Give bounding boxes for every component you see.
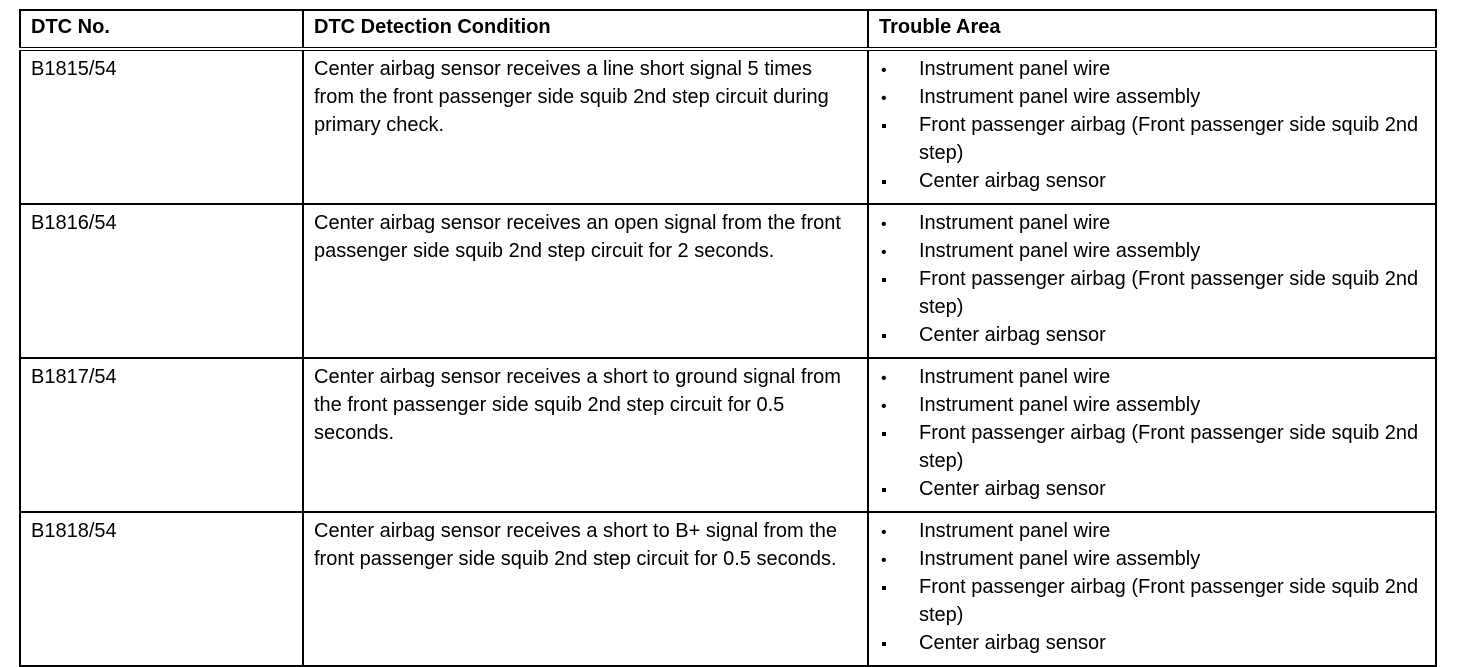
header-dtc-no: DTC No. xyxy=(20,10,303,49)
bullet-icon xyxy=(881,237,901,267)
table-row xyxy=(20,204,1436,358)
list-item xyxy=(879,209,1425,237)
header-detection-condition: DTC Detection Condition xyxy=(303,10,868,49)
list-item-text: Center airbag sensor xyxy=(919,632,1106,654)
list-item xyxy=(879,391,1425,419)
trouble-area xyxy=(868,49,1436,204)
detection-condition: Center airbag sensor receives a short to B+ signal from the front passenger side squib 2nd step circuit for 0.5 seconds. xyxy=(303,512,868,666)
trouble-area xyxy=(868,358,1436,512)
bullet-icon xyxy=(881,391,901,421)
dtc-code: B1815/54 xyxy=(20,49,303,204)
bullet-icon xyxy=(881,629,901,657)
list-item-text: Center airbag sensor xyxy=(919,478,1106,500)
bullet-icon xyxy=(881,209,901,239)
list-item-text: Instrument panel wire assembly xyxy=(919,548,1201,570)
list-item-text: Instrument panel wire xyxy=(919,520,1111,542)
bullet-icon xyxy=(881,517,901,547)
list-item-text: Front passenger airbag (Front passenger side squib 2nd step) xyxy=(919,114,1419,164)
table-row xyxy=(20,512,1436,666)
bullet-icon xyxy=(881,167,901,195)
trouble-area-list xyxy=(879,55,1425,195)
list-item xyxy=(879,629,1425,657)
trouble-area-list xyxy=(879,517,1425,657)
list-item xyxy=(879,363,1425,391)
list-item xyxy=(879,83,1425,111)
bullet-icon xyxy=(881,363,901,393)
bullet-icon xyxy=(881,475,901,503)
table-row xyxy=(20,358,1436,512)
header-trouble-area: Trouble Area xyxy=(868,10,1436,49)
list-item-text: Center airbag sensor xyxy=(919,324,1106,346)
detection-condition: Center airbag sensor receives a line short signal 5 times from the front passenger side squib 2nd step circuit during primary check. xyxy=(303,49,868,204)
list-item-text: Front passenger airbag (Front passenger side squib 2nd step) xyxy=(919,422,1419,472)
list-item-text: Instrument panel wire assembly xyxy=(919,86,1201,108)
list-item-text: Instrument panel wire assembly xyxy=(919,394,1201,416)
bullet-icon xyxy=(881,265,901,293)
trouble-area xyxy=(868,512,1436,666)
list-item xyxy=(879,321,1425,349)
list-item-text: Center airbag sensor xyxy=(919,170,1106,192)
list-item xyxy=(879,55,1425,83)
bullet-icon xyxy=(881,83,901,113)
table-row xyxy=(20,49,1436,204)
list-item-text: Instrument panel wire assembly xyxy=(919,240,1201,262)
list-item xyxy=(879,517,1425,545)
list-item xyxy=(879,545,1425,573)
dtc-table xyxy=(19,9,1437,667)
trouble-area-list xyxy=(879,209,1425,349)
table-header-row xyxy=(20,10,1436,49)
bullet-icon xyxy=(881,545,901,575)
list-item xyxy=(879,419,1425,475)
trouble-area xyxy=(868,204,1436,358)
trouble-area-list xyxy=(879,363,1425,503)
list-item xyxy=(879,265,1425,321)
bullet-icon xyxy=(881,111,901,139)
bullet-icon xyxy=(881,321,901,349)
dtc-code: B1818/54 xyxy=(20,512,303,666)
list-item xyxy=(879,167,1425,195)
bullet-icon xyxy=(881,573,901,601)
bullet-icon xyxy=(881,419,901,447)
bullet-icon xyxy=(881,55,901,85)
list-item xyxy=(879,475,1425,503)
list-item xyxy=(879,573,1425,629)
list-item-text: Instrument panel wire xyxy=(919,366,1111,388)
dtc-code: B1817/54 xyxy=(20,358,303,512)
list-item xyxy=(879,237,1425,265)
list-item-text: Instrument panel wire xyxy=(919,212,1111,234)
list-item-text: Front passenger airbag (Front passenger side squib 2nd step) xyxy=(919,268,1419,318)
dtc-code: B1816/54 xyxy=(20,204,303,358)
list-item-text: Front passenger airbag (Front passenger side squib 2nd step) xyxy=(919,576,1419,626)
list-item xyxy=(879,111,1425,167)
detection-condition: Center airbag sensor receives a short to ground signal from the front passenger side squib 2nd step circuit for 0.5 seconds. xyxy=(303,358,868,512)
detection-condition: Center airbag sensor receives an open signal from the front passenger side squib 2nd step circuit for 2 seconds. xyxy=(303,204,868,358)
list-item-text: Instrument panel wire xyxy=(919,58,1111,80)
